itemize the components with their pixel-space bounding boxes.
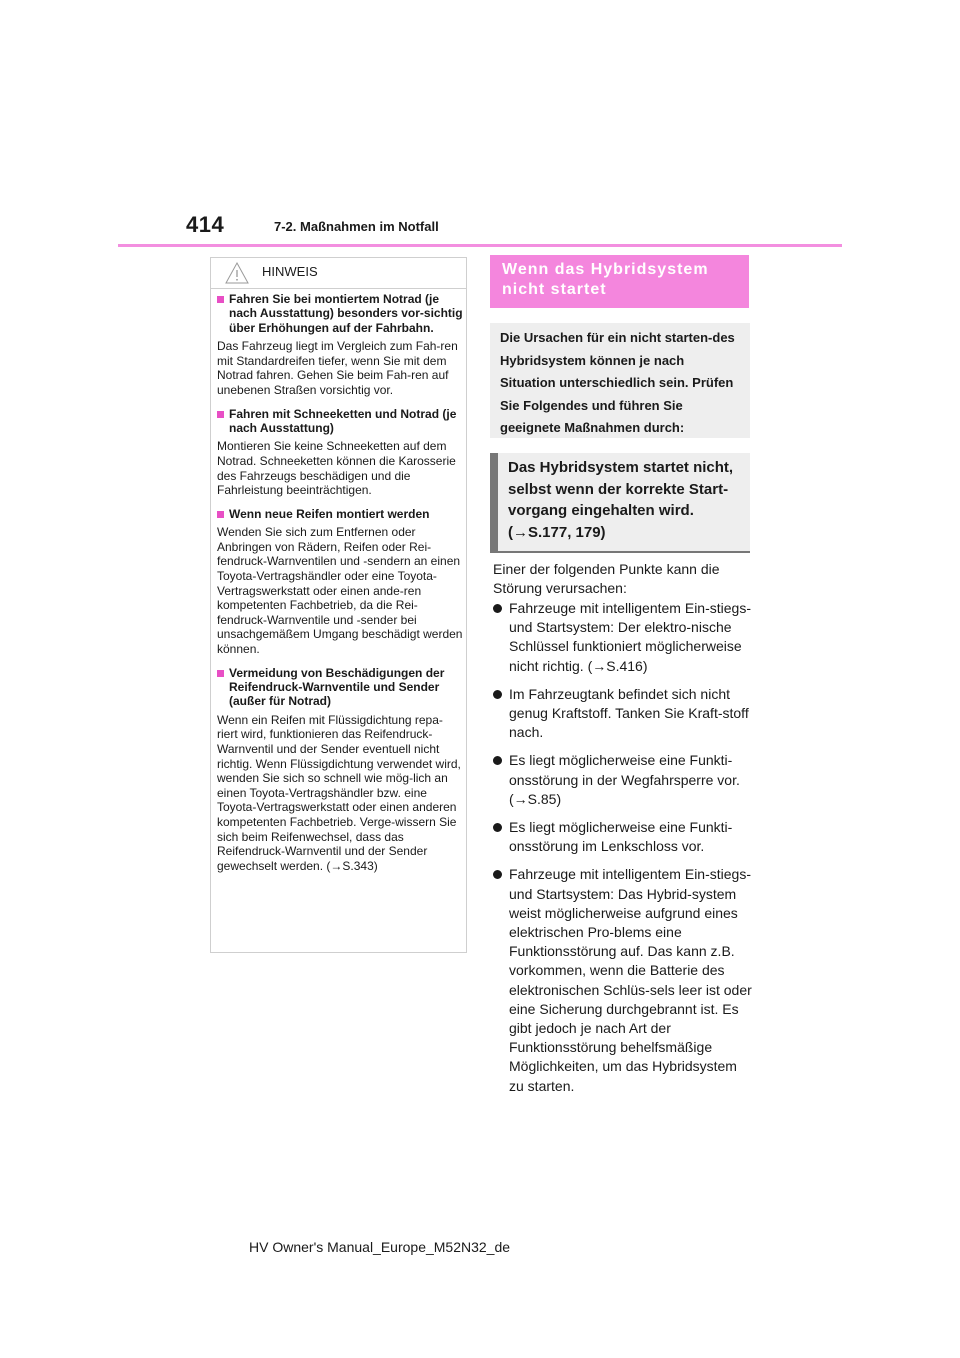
section-title: 7-2. Maßnahmen im Notfall — [274, 219, 439, 234]
causes-intro: Einer der folgenden Punkte kann die Störung verursachen: — [493, 561, 720, 596]
notice-heading — [217, 507, 463, 521]
problem-heading-box: Das Hybridsystem startet nicht, selbst wenn der korrekte Start-vorgang eingehalten wird. (→S.177, 179) — [490, 453, 750, 553]
notice-paragraph: Montieren Sie keine Schneeketten auf dem Notrad. Schneeketten können die Karosserie des Fahrzeugs beschädigen und die Fahrleistung beeinträchtigen. — [217, 439, 456, 498]
bullet-dot-icon — [493, 870, 502, 879]
notice-label: HINWEIS — [262, 264, 318, 279]
square-bullet-icon — [217, 411, 224, 418]
list-item-text: Es liegt möglicherweise eine Funkti-onsstörung im Lenkschloss vor. — [509, 819, 733, 855]
square-bullet-icon — [217, 670, 224, 677]
list-item — [493, 865, 755, 1095]
list-item-text: Fahrzeuge mit intelligentem Ein-stiegs- und Startsystem: Das Hybrid-system weist möglicherweise aufgrund eines elektrischen Pro-blems eine Funktionsstörung auf. Das kann z.B. vorkommen, wenn die Batterie des elektronischen Schlüs-sels leer ist oder eine Sicherung durchgebrannt ist. Es gibt jedoch je nach Art der Funktionsstörung behelfsmäßige Möglichkeiten, um das Hybridsystem zu starten. — [509, 866, 752, 1094]
bullet-dot-icon — [493, 604, 502, 613]
notice-heading — [217, 292, 463, 335]
notice-paragraph: Wenden Sie sich zum Entfernen oder Anbringen von Rädern, Reifen oder Rei-fendruck-Warnventilen und -sendern an einen Toyota-Vertragshändler oder eine Toyota-Vertragswerkstatt oder einen ande-ren kompetenten Fachbetrieb, da die Rei-fendruck-Warnventile und -sender bei unsachgemäßem Umgang beschädigt werden können. — [217, 525, 463, 656]
notice-heading — [217, 666, 463, 709]
intro-box: Die Ursachen für ein nicht starten-des Hybridsystem können je nach Situation unterschiedlich sein. Prüfen Sie Folgendes und führen Sie geeignete Maßnahmen durch: — [490, 323, 750, 438]
notice-paragraph: Wenn ein Reifen mit Flüssigdichtung repa-riert wird, funktionieren das Reifendruck-Warnventil und der Sender eventuell nicht richtig. Wenn Flüssigdichtung verwendet wird, wenden Sie sich so schnell wie mög-lich an einen Toyota-Vertragshändler bzw. eine Toyota-Vertragswerkstatt oder einen anderen kompetenten Fachbetrieb. Verge-wissern Sie sich beim Reifenwechsel, dass das Reifendruck-Warnventil und der Sender gewechselt werden. (→S.343) — [217, 712, 461, 873]
list-item — [493, 751, 755, 809]
notice-heading-text: Fahren Sie bei montiertem Notrad (je nach Ausstattung) besonders vor-sichtig über Erhöhungen auf der Fahrbahn. — [229, 292, 463, 335]
causes-list — [493, 599, 755, 1105]
notice-heading-text: Wenn neue Reifen montiert werden — [229, 506, 430, 521]
notice-heading — [217, 407, 463, 436]
section-banner: Wenn das Hybridsystem nicht startet — [490, 255, 749, 308]
bullet-dot-icon — [493, 756, 502, 765]
notice-header — [211, 258, 466, 289]
list-item — [493, 818, 755, 856]
notice-heading-text: Vermeidung von Beschädigungen der Reifendruck-Warnventile und Sender (außer für Notrad) — [229, 665, 445, 709]
page-number: 414 — [186, 212, 225, 237]
bullet-dot-icon — [493, 690, 502, 699]
warning-triangle-icon — [224, 261, 250, 285]
list-item-text: Im Fahrzeugtank befindet sich nicht genug Kraftstoff. Tanken Sie Kraft-stoff nach. — [509, 685, 749, 741]
list-item-text: Fahrzeuge mit intelligentem Ein-stiegs- und Startsystem: Der elektro-nische Schlüssel funktioniert möglicherweise nicht richtig. (→S.416) — [509, 600, 751, 674]
square-bullet-icon — [217, 511, 224, 518]
notice-paragraph: Das Fahrzeug liegt im Vergleich zum Fah-ren mit Standardreifen tiefer, wenn Sie mit dem Notrad fahren. Gehen Sie beim Fah-ren auf unebenen Straßen vorsichtig vor. — [217, 339, 458, 397]
header-rule — [118, 244, 842, 247]
footer-text: HV Owner's Manual_Europe_M52N32_de — [249, 1239, 511, 1255]
bullet-dot-icon — [493, 823, 502, 832]
list-item — [493, 599, 755, 676]
list-item — [493, 685, 755, 743]
square-bullet-icon — [217, 296, 224, 303]
notice-body — [217, 292, 463, 873]
notice-heading-text: Fahren mit Schneeketten und Notrad (je nach Ausstattung) — [229, 406, 457, 435]
list-item-text: Es liegt möglicherweise eine Funkti-onsstörung in der Wegfahrsperre vor. (→S.85) — [509, 752, 740, 807]
notice-box — [210, 257, 467, 953]
